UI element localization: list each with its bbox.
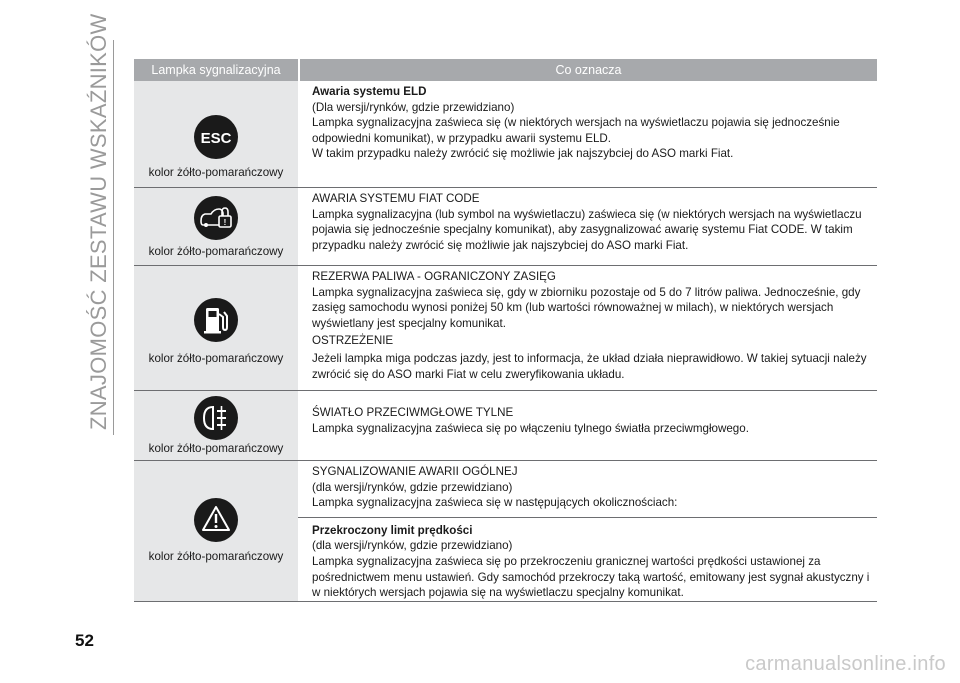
side-divider-line xyxy=(113,40,114,435)
header-col-indicator: Lampka sygnalizacyjna xyxy=(151,63,281,77)
meaning-line: (dla wersji/rynków, gdzie przewidziano) xyxy=(312,480,513,494)
sub-section-divider xyxy=(298,517,877,518)
section-side-title: ZNAJOMOŚĆ ZESTAWU WSKAŹNIKÓW xyxy=(86,13,111,430)
meaning-line: W takim przypadku należy zwrócić się możliwie jak najszybciej do ASO marki Fiat. xyxy=(312,147,734,161)
meaning-sub-title: Przekroczony limit prędkości xyxy=(312,523,473,537)
meaning-cell xyxy=(298,391,877,460)
meaning-line: Lampka sygnalizacyjna zaświeca się w następujących okolicznościach: xyxy=(312,496,678,510)
warning-triangle-icon xyxy=(192,496,240,544)
header-col-meaning: Co oznacza xyxy=(298,59,877,81)
indicator-color-label: kolor żółto-pomarańczowy xyxy=(148,550,284,563)
meaning-cell xyxy=(298,461,877,601)
indicator-cell xyxy=(134,266,298,390)
svg-text:!: ! xyxy=(223,218,227,227)
table-row xyxy=(134,81,877,188)
indicator-cell xyxy=(134,188,298,265)
svg-text:ESC: ESC xyxy=(200,130,232,147)
indicator-color-label: kolor żółto-pomarańczowy xyxy=(148,166,284,179)
indicator-color-label: kolor żółto-pomarańczowy xyxy=(148,245,284,258)
meaning-line: Lampka sygnalizacyjna zaświeca się po włączeniu tylnego światła przeciwmgłowego. xyxy=(312,421,749,435)
meaning-line: Lampka sygnalizacyjna zaświeca się, gdy w zbiorniku pozostaje od 5 do 7 litrów paliwa. Jednocześnie, gdy zasięg samochodu wynosi poniżej 50 km (lub wartości równoważnej w milach), w niektórych wersjach wyświetlany jest specjalny komunikat. xyxy=(312,285,861,330)
meaning-cell xyxy=(298,188,877,265)
meaning-cell xyxy=(298,81,877,187)
meaning-line: (dla wersji/rynków, gdzie przewidziano) xyxy=(312,539,513,553)
table-row xyxy=(134,188,877,266)
meaning-line: AWARIA SYSTEMU FIAT CODE xyxy=(312,192,480,205)
table-row xyxy=(134,461,877,602)
indicator-cell xyxy=(134,391,298,460)
fuel-pump-icon xyxy=(192,296,240,344)
table-row xyxy=(134,391,877,461)
meaning-line: Lampka sygnalizacyjna zaświeca się po przekroczeniu granicznej wartości prędkości ustawionej za pośrednictwem menu ustawień. Gdy samochód przekroczy taką wartość, emitowany jest sygnał akustyczny i w niektórych wersjach pojawia się na wyświetlaczu specjalny komunikat. xyxy=(312,554,870,600)
meaning-cell xyxy=(298,266,877,390)
indicator-cell xyxy=(134,81,298,187)
esc-icon xyxy=(192,113,240,161)
meaning-line: Lampka sygnalizacyjna (lub symbol na wyświetlaczu) zaświeca się (w niektórych wersjach na wyświetlaczu pojawia się jednocześnie specjalny komunikat), aby zasygnalizować awarię systemu Fiat CODE. W takim przypadku należy zwrócić się możliwie jak najszybciej do ASO marki Fiat. xyxy=(312,207,862,252)
page-number: 52 xyxy=(75,631,94,650)
watermark: carmanualsonline.info xyxy=(745,653,946,675)
indicator-table xyxy=(134,59,877,602)
rear-fog-light-icon xyxy=(192,394,240,442)
table-row xyxy=(134,266,877,391)
indicator-cell xyxy=(134,461,298,601)
meaning-line: SYGNALIZOWANIE AWARII OGÓLNEJ xyxy=(312,465,518,478)
meaning-line: ŚWIATŁO PRZECIWMGŁOWE TYLNE xyxy=(312,406,514,419)
indicator-color-label: kolor żółto-pomarańczowy xyxy=(148,352,284,365)
meaning-line: (Dla wersji/rynków, gdzie przewidziano) xyxy=(312,100,515,114)
table-header xyxy=(134,59,877,81)
meaning-title: Awaria systemu ELD xyxy=(312,85,427,98)
meaning-line: OSTRZEŻENIE xyxy=(312,334,394,348)
meaning-line: Lampka sygnalizacyjna zaświeca się (w niektórych wersjach na wyświetlaczu pojawia się jednocześnie odpowiedni komunikat), w przypadku awarii systemu ELD. xyxy=(312,116,840,145)
meaning-line: Jeżeli lampka miga podczas jazdy, jest to informacja, że układ działa nieprawidłowo. W takiej sytuacji należy zwrócić się do ASO marki Fiat w celu zweryfikowania układu. xyxy=(312,351,867,381)
indicator-color-label: kolor żółto-pomarańczowy xyxy=(148,442,284,455)
fiat-code-icon xyxy=(192,194,240,242)
meaning-line: REZERWA PALIWA - OGRANICZONY ZASIĘG xyxy=(312,270,556,283)
